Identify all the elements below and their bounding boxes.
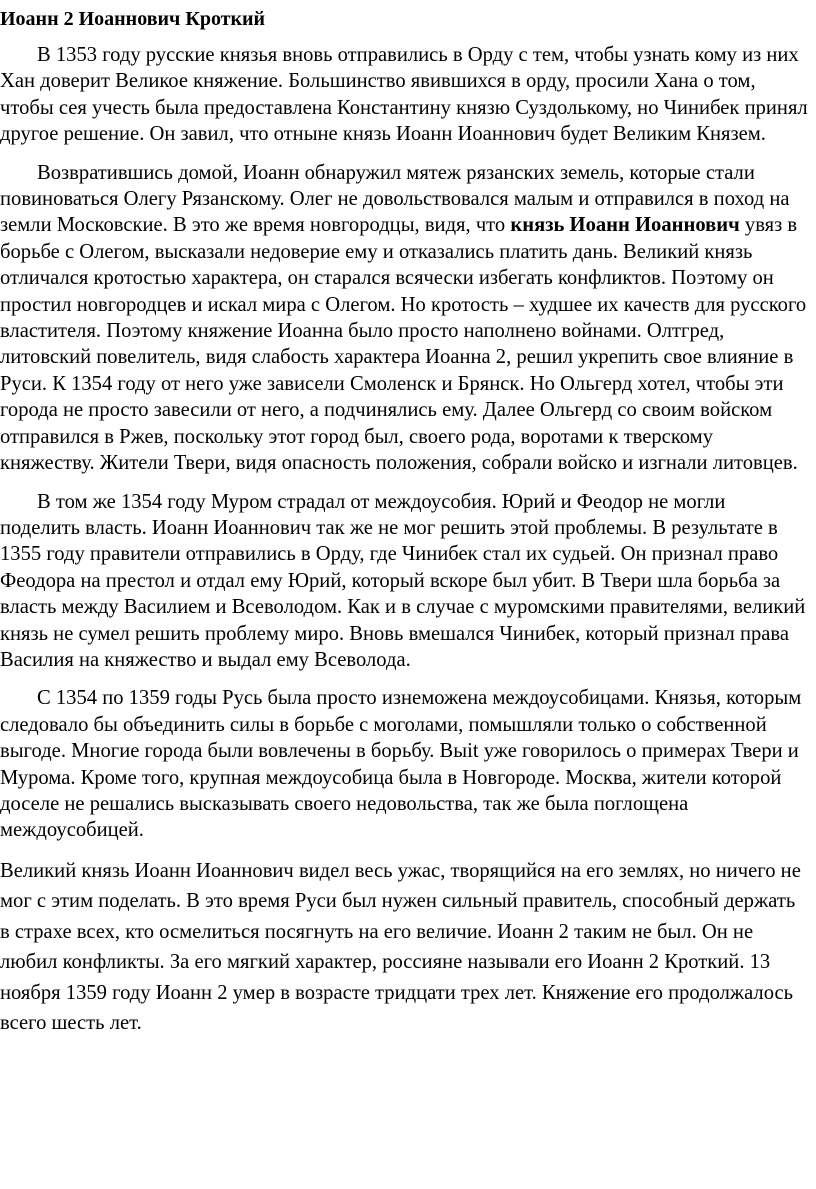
paragraph-2 (0, 160, 810, 477)
paragraph-5: Великий князь Иоанн Иоаннович видел весь ужас, творящийся на его землях, но ничего не мог с этим поделать. В это время Руси был нужен сильный правитель, способный держать в страхе всех, кто осмелиться посягнуть на его величие. Иоанн 2 таким не был. Он не любил конфликты. За его мягкий характер, россияне называли его Иоанн 2 Кроткий. 13 ноября 1359 году Иоанн 2 умер в возрасте тридцати трех лет. Княжение его продолжалось всего шесть лет. (0, 859, 801, 1035)
bold-prince-name: князь Иоанн Иоаннович (510, 214, 740, 237)
paragraph-4: С 1354 по 1359 годы Русь была просто изнеможена междоусобицами. Князья, которым следовало бы объединить силы в борьбе с моголами, помышляли только о собственной выгоде. Многие города были вовлечены в борьбу. Выit уже говорилось о примерах Твери и Мурома. Кроме того, крупная междоусобица была в Новгороде. Москва, жители которой доселе не решались высказывать своего недовольства, так же была поглощена междоусобицей. (0, 687, 802, 842)
paragraph-3: В том же 1354 году Муром страдал от междоусобия. Юрий и Феодор не могли поделить власть. Иоанн Иоаннович так же не мог решить этой проблемы. В результате в 1355 году правители отправились в Орду, где Чинибек стал их судьей. Он признал право Феодора на престол и отдал ему Юрий, который вскоре был убит. В Твери шла борьба за власть между Василием и Всеволодом. Как и в случае с муромскими правителями, великий князь не сумел решить проблему миро. Вновь вмешался Чинибек, который признал права Василия на княжество и выдал ему Всеволода. (0, 490, 806, 671)
paragraph-2-start: Возвратившись домой, Иоанн обнаружил мятеж рязанских земель, которые стали повиноваться Олегу Рязанскому. Олег не довольствовался малым и отправился в поход на земли Московские. В это же время новгородцы, видя, что (0, 161, 790, 237)
paragraph-2-end: увяз в борьбе с Олегом, высказали недоверие ему и отказались платить дань. Великий князь отличался кротостью характера, он старался всячески избегать конфликтов. Поэтому он простил новгородцев и искал мира с Олегом. Но кротость – худшее их качеств для русского властителя. Поэтому княжение Иоанна было просто наполнено войнами. Олтгред, литовский повелитель, видя слабость характера Иоанна 2, решил укрепить свое влияние в Руси. К 1354 году от него уже зависели Смоленск и Брянск. Но Ольгерд хотел, чтобы эти города не просто завесили от него, а подчинялись ему. Далее Ольгерд со своим войском отправился в Ржев, поскольку этот город был, своего рода, воротами к тверскому княжеству. Жители Твери, видя опасность положения, собрали войско и изгнали литовцев. (0, 214, 807, 475)
paragraph-1: В 1353 году русские князья вновь отправились в Орду с тем, чтобы узнать кому из них Хан доверит Великое княжение. Большинство явившихся в орду, просили Хана о том, чтобы сея учесть была предоставлена Константину князю Суздолькому, но Чинибек принял другое решение. Он завил, что отныне князь Иоанн Иоаннович будет Великим Князем. (0, 44, 808, 146)
document-title: Иоанн 2 Иоаннович Кроткий (0, 8, 266, 30)
